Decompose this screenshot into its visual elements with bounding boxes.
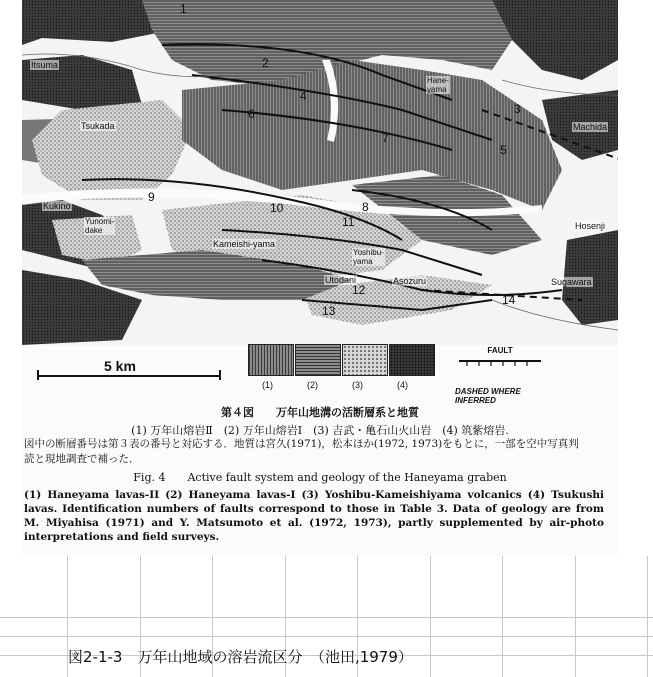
sheet-gridline (647, 556, 648, 677)
place-machida: Machida (573, 122, 608, 132)
place-yunomidake: Yunomi- dake (85, 217, 115, 235)
caption-jp-legend: (1) 万年山熔岩Ⅱ (2) 万年山熔岩Ⅰ (3) 吉武・亀石山火山岩 (4) 筑紫熔岩. (131, 424, 509, 437)
fault-key (455, 346, 545, 405)
fault-number: 4 (300, 89, 307, 103)
fault-number: 9 (148, 190, 155, 204)
sheet-gridline (0, 617, 653, 618)
legend-swatch-3 (342, 344, 388, 376)
legend-swatch-1 (248, 344, 294, 376)
scale-label: 5 km (104, 358, 136, 374)
geologic-map (22, 0, 618, 345)
legend (248, 344, 436, 390)
sheet-gridline (430, 556, 431, 677)
fault-number: 14 (502, 293, 516, 307)
caption-en-title: Fig. 4 Active fault system and geology of the Haneyama graben (133, 471, 507, 484)
legend-swatch-4 (389, 344, 435, 376)
place-sugawara: Sugawara (551, 277, 592, 287)
place-itsuma: Itsuma (31, 60, 59, 70)
footer-caption: 図2-1-3 万年山地域の溶岩流区分 （池田,1979） (68, 648, 413, 666)
place-kameishiyama: Kameishi-yama (213, 239, 276, 249)
place-haneyama: Hane- yama (427, 76, 449, 94)
fault-number: 11 (342, 215, 355, 229)
legend-label-1: (1) (262, 380, 273, 390)
fault-key-note: DASHED WHERE INFERRED (455, 387, 521, 405)
fault-number: 7 (382, 131, 389, 145)
sheet-gridline (575, 556, 576, 677)
fault-number: 3 (514, 102, 521, 116)
fault-key-title: FAULT (487, 346, 513, 355)
place-asozuru: Asozuru (393, 276, 427, 286)
fault-number: 5 (500, 143, 507, 157)
scanned-figure (22, 0, 618, 556)
legend-label-3: (3) (352, 380, 363, 390)
fault-number: 1 (180, 2, 187, 16)
place-kukino: Kukino (43, 201, 71, 211)
place-hosenji: Hosenji (575, 221, 606, 231)
place-tsukada: Tsukada (81, 121, 115, 131)
sheet-gridline (0, 636, 653, 637)
fault-number: 8 (362, 200, 369, 214)
fault-symbol (455, 358, 545, 368)
place-utodani: Utodani (325, 275, 357, 285)
caption-jp-note: 図中の断層番号は第３表の番号と対応する．地質は宮久(1971)，松本ほか(1972, 1973)をもとに，一部を空中写真判読と現地調査で補った． (24, 438, 579, 465)
caption-en-body: (1) Haneyama lavas-II (2) Haneyama lavas-I (3) Yoshibu-Kameishiyama volcanics (4) Tsukushi lavas. Identification numbers of faults correspond to those in Table 3. Data of geology are from M. Miyahisa (1971) and Y. Matsumoto et al. (1972, 1973), partly supplemented by air-photo interpretations and field surveys. (24, 489, 604, 543)
fault-number: 12 (352, 283, 366, 297)
legend-label-4: (4) (397, 380, 408, 390)
place-yoshibuyama: Yoshibu- yama (353, 248, 384, 266)
fault-number: 10 (270, 201, 284, 215)
fault-number: 6 (248, 107, 255, 121)
caption-jp-title: 第４図 万年山地溝の活断層系と地質 (221, 406, 419, 419)
fault-number: 13 (322, 304, 336, 318)
fault-number: 2 (262, 56, 269, 70)
legend-swatch-2 (295, 344, 341, 376)
legend-label-2: (2) (307, 380, 318, 390)
sheet-gridline (502, 556, 503, 677)
